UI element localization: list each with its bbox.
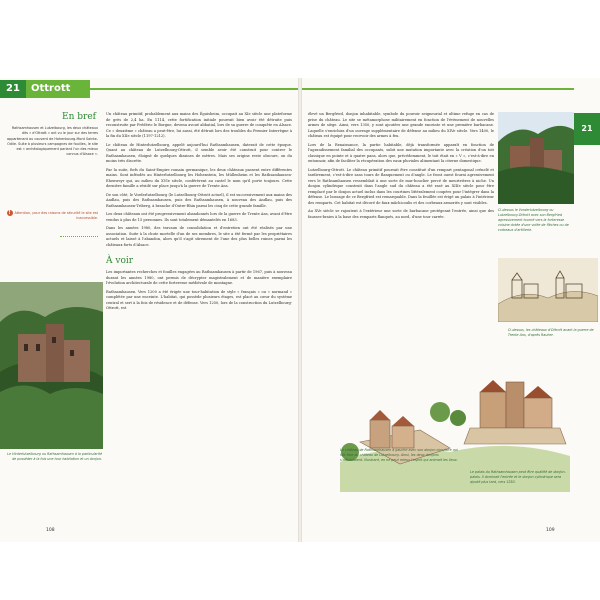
paragraph: Par la suite, fiefs du Saint-Empire romain germanique, les deux châteaux passent entre différentes mains. Sont inféodés au Hinterlutzelbourg les Hohenstein, les Müllenheim et les Rathsamhausen-Ehenweyr qui, au milieu du XVIe siècle, conférèrent au castel le nom qu'il porte toujours. Cette dernière famille a résidé sur place jusqu'à la guerre de Trente Ans. xyxy=(106,167,292,188)
page-number-right: 109 xyxy=(546,528,555,533)
paragraph: élevé un Bergfried, donjon inhabitable, symbole du pouvoir seigneurial et ultime refuge en cas de prise du château. Le site se métamorphose militairement en fonction de l'évènement de nouvelles armes de siège. Ainsi, vers 1350, y sont ajoutées une grande enceinte et une première barbacane. Laquelle s'enrichira d'un ouvrage supplémentaire de défense au milieu du XIVe siècle. Vers 1400, le château est équipé pour recevoir des armes à feu. xyxy=(308,112,494,138)
paragraph: Lors de la Renaissance, la partie habitable, déjà transformée apparaît en fonction de l'agrandissement familial des occupants, subit une mutation importante avec la création d'un toit classique en pointe et à quatre pans, alors que, précédemment, le toit était en « V », c'est-à-dire en entonnoir, afin de faciliter la récupération des eaux pluviales alimentant la citerne domestique. xyxy=(308,142,494,163)
paragraph: De son côté, le Vorderlutzelbourg (le Lutzelbourg-Ottrott actuel), il est successivement aux mains des Andlau, puis des Rathsamhausen, puis des Rathsamhausen, à nouveau des Andlau, puis des Rathsamhausen-Triberg, à branche d'Outre-Rhin parmi les cinq de cette grande famille. xyxy=(106,192,292,208)
sidebar-warning xyxy=(6,210,98,222)
page-number-left: 108 xyxy=(46,528,55,533)
castle-photo-right xyxy=(498,112,574,204)
castle-photo-left xyxy=(0,282,103,449)
header-rule-right xyxy=(302,88,574,90)
chapter-number: 21 xyxy=(0,80,26,98)
paragraph: Rathsamhausen. Vers 1200 a été érigée une tour-habitation de style « français » ou « normand » complétée par une enceinte. L'habitat, qui possède plusieurs étages, est placé au cœur du système central et sert à la fois de résidence et de défense. Vers 1250, lors de la construction du Lutzelbourg-Ottrott, est xyxy=(106,289,292,310)
caption-top-right: Ci-dessus le Vorderlutzelbourg ou Lutzelbourg-Ottrott avec son Bergfried agressivement tourné vers la forteresse voisine dotée d'une volée de flèches ou de corbeaux d'artillerie. xyxy=(498,208,569,232)
paragraph: Le château de Hinterlutzelbourg, appelé aujourd'hui Rathsamhausen, daterait de cette époque. Quant au château de Lutzelbourg-Ottrott, il semble avoir été construit pour contrer le Rathsamhausen, éloigné de quelques dizaines de mètres. Mais ses origine reste obscure, on du moins très discrète. xyxy=(106,142,292,163)
text-column-2 xyxy=(308,112,494,223)
paragraph: Lutzelbourg-Ottrott. Le château primitif pourrait être constitué d'un rempart pentagonal crénelé et tardivement, c'est-à-dire sans tours de flanquement ou d'angle. Le front ouest fourni agressivement vers le Rathsamhausen ressemblait à une sorte de mur-bouclier percé de meurtrières à niche. Un donjon cylindrique construit dans l'angle sud du château a été rasé au XIIIe siècle pour être remplacé par le donjon actuel inclus dans les courtines littéralement coupées pour l'intégrer dans la défense. Le bossage de ce Bergfried est remarquable. Dans la feuillée est érigé un palais à l'intérieur des remparts. Cet habitat est décoré de faux mâchicoulis et des corbeaux armoriés y sont visibles. xyxy=(308,167,494,205)
paragraph: Au XVe siècle se rajoutent à l'extérieur une sorte de barbacane protégeant l'entrée, ainsi que des fausses-braies à la base des remparts flanqués, au nord, d'une tour carrée. xyxy=(308,209,494,219)
warning-text: Attention, pour des raisons de sécurité le site est inaccessible. xyxy=(14,211,98,221)
caption-left: Le Hinterlutzelbourg ou Rathsamhausen à la particularité de posséder à la fois une tour habitation et un donjon. xyxy=(7,452,102,461)
sidebar-summary: Rathsamhausen et Lutzelbourg, les deux châteaux dits « d'Ottrott » ont vu le jour sur des terres appartenant au couvent de Hohenbourg-Mont Sainte-Odile. Suite à plusieurs campagnes de fouilles, le site est « archéologiquement parlant l'un des mieux connus d'Alsace ». xyxy=(6,126,98,157)
paragraph: Les deux châteaux ont été progressivement abandonnés lors de la guerre de Trente Ans, avant d'être vendus à plus de 15 personnes. Ils sont totalement démantelés en 1683. xyxy=(106,212,292,222)
chapter-title: Ottrott xyxy=(26,80,90,98)
warning-icon: ! xyxy=(8,210,11,216)
paragraph: Dans les années 1980, des travaux de consolidation et d'entretien ont été réalisés par une association. Suite à la chute mortelle d'un de ses membres, le site a été fermé par les propriétaires actuels et laissé à l'abandon, alors qu'il s'agit sûrement de l'une des plus belles ruines parmi les châteaux forts d'Alsace. xyxy=(106,226,292,247)
engraving-image xyxy=(498,258,598,322)
paragraph: Un château primitif, probablement aux mains des Éguisheim, occupait au XIe siècle une plateforme de grès de 2,4 ha. En 1114, cette fortification initiale pourrait bien avoir été détruite puis reconstruite par Frédéric le Borgne, devenu avoué abbatial, lors de sa guerre de conquête en Alsace. Ce « deuxième » château a peut-être, lui aussi, été détruit lors des troubles du Premier Interrègne à la fin du XIIe siècle (1197-1212). xyxy=(106,112,292,138)
chapter-tab-right: 21 xyxy=(574,113,600,145)
paragraph: Les importantes recherches et fouilles engagées au Rathsamhausen à partir de 1967, puis à nouveau durant les années 1980, ont permis de décrypter magistralement et de manière exemplaire l'évolution architecturale de cette forteresse médiévale de montagne. xyxy=(106,270,292,285)
header-rule-left xyxy=(90,88,298,90)
sidebar-divider xyxy=(60,236,98,237)
caption-illustration-left: Le château de Rathsamhausen à gauche avec son donjon circulaire qui fait face au château de Lutzelbourg. Ainsi, les deux donjons s'affrontaient. Illustrant, en ne peut mieux l'esprit qui animait les lieux. xyxy=(340,448,458,462)
sidebar-heading: En bref xyxy=(62,112,96,122)
section-heading-a-voir: À voir xyxy=(106,256,134,266)
book-gutter xyxy=(298,78,302,542)
caption-illustration-right: Le palais du Rathsamhausen peut être qualifié de donjon-palais. Il dominait l'entrée et le donjon cylindrique sera ajouté plus tard, vers 1250. xyxy=(470,470,566,484)
text-column-1 xyxy=(106,112,292,315)
caption-engraving: Ci-dessus, les châteaux d'Ottrott avant la guerre de Trente Ans, d'après Rauher. xyxy=(508,328,594,337)
